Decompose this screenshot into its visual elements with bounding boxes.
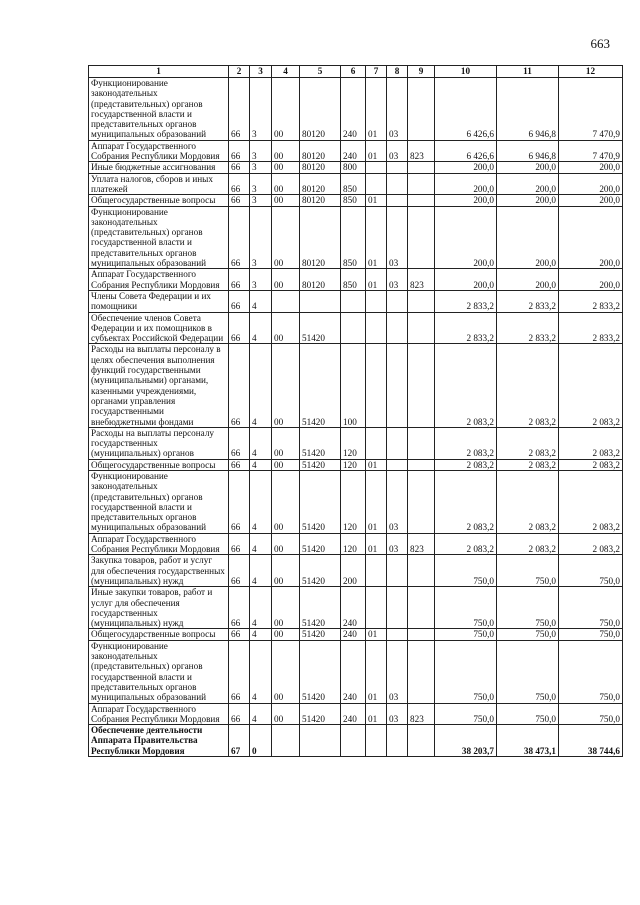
row-name-cell: Иные закупки товаров, работ и услуг для обеспечения государственных (муниципальных) нужд	[89, 587, 229, 629]
code-cell: 80120	[300, 173, 341, 195]
row-name-cell: Члены Совета Федерации и их помощники	[89, 290, 229, 312]
code-cell	[300, 290, 341, 312]
value-cell: 2 083,2	[497, 427, 559, 459]
code-cell: 80120	[300, 206, 341, 269]
value-cell: 750,0	[435, 587, 497, 629]
table-row	[89, 312, 623, 344]
value-cell: 7 470,9	[559, 78, 623, 141]
code-cell: 80120	[300, 162, 341, 173]
column-header: 4	[272, 66, 300, 78]
row-name-cell: Закупка товаров, работ и услуг для обеспечения государственных (муниципальных) нужд	[89, 555, 229, 587]
code-cell: 00	[272, 140, 300, 162]
code-cell: 850	[341, 195, 366, 206]
column-header: 12	[559, 66, 623, 78]
table-row	[89, 533, 623, 555]
code-cell: 03	[387, 206, 408, 269]
code-cell: 01	[366, 206, 387, 269]
code-cell: 0	[250, 725, 272, 757]
code-cell: 850	[341, 173, 366, 195]
value-cell: 750,0	[559, 703, 623, 725]
code-cell: 00	[272, 703, 300, 725]
code-cell: 200	[341, 555, 366, 587]
value-cell: 750,0	[435, 703, 497, 725]
code-cell: 4	[250, 555, 272, 587]
column-header: 1	[89, 66, 229, 78]
row-name-cell: Функционирование законодательных (представительных) органов государственной власти и представительных органов муниципальных образований	[89, 78, 229, 141]
value-cell: 38 473,1	[497, 725, 559, 757]
code-cell: 66	[229, 470, 250, 533]
code-cell	[366, 725, 387, 757]
value-cell: 2 833,2	[435, 312, 497, 344]
value-cell: 6 946,8	[497, 78, 559, 141]
code-cell: 00	[272, 470, 300, 533]
value-cell: 200,0	[559, 173, 623, 195]
code-cell: 00	[272, 312, 300, 344]
value-cell: 6 946,8	[497, 140, 559, 162]
code-cell	[387, 555, 408, 587]
code-cell: 4	[250, 587, 272, 629]
table-row	[89, 640, 623, 703]
value-cell: 750,0	[435, 555, 497, 587]
value-cell: 2 833,2	[559, 290, 623, 312]
code-cell: 00	[272, 173, 300, 195]
code-cell: 240	[341, 587, 366, 629]
code-cell: 51420	[300, 587, 341, 629]
row-name-cell: Общегосударственные вопросы	[89, 629, 229, 640]
code-cell	[387, 162, 408, 173]
code-cell: 850	[341, 206, 366, 269]
column-header: 9	[408, 66, 435, 78]
code-cell	[408, 173, 435, 195]
column-header: 10	[435, 66, 497, 78]
code-cell	[408, 312, 435, 344]
value-cell: 2 083,2	[559, 427, 623, 459]
value-cell: 200,0	[497, 173, 559, 195]
column-header: 11	[497, 66, 559, 78]
value-cell: 2 083,2	[559, 470, 623, 533]
code-cell: 01	[366, 140, 387, 162]
value-cell: 750,0	[497, 555, 559, 587]
code-cell: 4	[250, 470, 272, 533]
code-cell: 00	[272, 533, 300, 555]
value-cell: 200,0	[497, 269, 559, 291]
code-cell	[366, 344, 387, 427]
code-cell: 4	[250, 290, 272, 312]
value-cell: 6 426,6	[435, 140, 497, 162]
code-cell	[408, 427, 435, 459]
code-cell: 240	[341, 78, 366, 141]
table-row	[89, 470, 623, 533]
value-cell: 750,0	[435, 640, 497, 703]
code-cell: 240	[341, 140, 366, 162]
code-cell: 3	[250, 269, 272, 291]
code-cell: 00	[272, 344, 300, 427]
table-row	[89, 587, 623, 629]
row-name-cell: Аппарат Государственного Собрания Республики Мордовия	[89, 269, 229, 291]
code-cell: 80120	[300, 195, 341, 206]
table-row	[89, 206, 623, 269]
value-cell: 2 083,2	[435, 470, 497, 533]
code-cell: 00	[272, 195, 300, 206]
value-cell: 6 426,6	[435, 78, 497, 141]
value-cell: 750,0	[559, 555, 623, 587]
value-cell: 750,0	[497, 703, 559, 725]
value-cell: 750,0	[435, 629, 497, 640]
code-cell: 100	[341, 344, 366, 427]
code-cell	[366, 162, 387, 173]
value-cell: 200,0	[435, 269, 497, 291]
code-cell: 00	[272, 206, 300, 269]
table-row	[89, 459, 623, 470]
code-cell	[387, 629, 408, 640]
code-cell	[408, 78, 435, 141]
value-cell: 200,0	[559, 162, 623, 173]
code-cell: 4	[250, 533, 272, 555]
code-cell: 00	[272, 427, 300, 459]
code-cell: 03	[387, 703, 408, 725]
code-cell: 66	[229, 78, 250, 141]
table-row	[89, 78, 623, 141]
budget-table	[88, 65, 623, 757]
code-cell: 823	[408, 269, 435, 291]
value-cell: 200,0	[497, 162, 559, 173]
code-cell: 240	[341, 640, 366, 703]
row-name-cell: Общегосударственные вопросы	[89, 459, 229, 470]
column-header: 5	[300, 66, 341, 78]
table-row	[89, 195, 623, 206]
code-cell: 4	[250, 459, 272, 470]
code-cell: 01	[366, 640, 387, 703]
code-cell	[366, 312, 387, 344]
column-header: 8	[387, 66, 408, 78]
page-number: 663	[590, 36, 610, 51]
code-cell	[366, 587, 387, 629]
code-cell: 823	[408, 703, 435, 725]
value-cell: 750,0	[497, 587, 559, 629]
code-cell: 3	[250, 173, 272, 195]
code-cell	[300, 725, 341, 757]
code-cell: 240	[341, 703, 366, 725]
table-row	[89, 269, 623, 291]
code-cell: 3	[250, 206, 272, 269]
table-row	[89, 703, 623, 725]
value-cell: 2 083,2	[497, 459, 559, 470]
code-cell	[366, 427, 387, 459]
code-cell: 01	[366, 470, 387, 533]
code-cell: 01	[366, 533, 387, 555]
code-cell: 03	[387, 269, 408, 291]
code-cell: 823	[408, 533, 435, 555]
code-cell	[408, 587, 435, 629]
code-cell: 3	[250, 140, 272, 162]
row-name-cell: Функционирование законодательных (представительных) органов государственной власти и представительных органов муниципальных образований	[89, 470, 229, 533]
code-cell: 00	[272, 269, 300, 291]
code-cell: 51420	[300, 629, 341, 640]
code-cell: 80120	[300, 78, 341, 141]
value-cell: 200,0	[435, 173, 497, 195]
column-header: 2	[229, 66, 250, 78]
code-cell: 66	[229, 162, 250, 173]
code-cell	[366, 555, 387, 587]
row-name-cell: Функционирование законодательных (представительных) органов государственной власти и представительных органов муниципальных образований	[89, 640, 229, 703]
code-cell: 00	[272, 78, 300, 141]
column-header: 3	[250, 66, 272, 78]
code-cell	[387, 725, 408, 757]
code-cell	[387, 587, 408, 629]
code-cell: 4	[250, 344, 272, 427]
column-header: 6	[341, 66, 366, 78]
code-cell	[366, 173, 387, 195]
code-cell: 00	[272, 640, 300, 703]
value-cell: 200,0	[497, 195, 559, 206]
code-cell: 51420	[300, 555, 341, 587]
code-cell: 51420	[300, 344, 341, 427]
value-cell: 2 083,2	[497, 533, 559, 555]
code-cell: 80120	[300, 140, 341, 162]
value-cell: 2 083,2	[559, 459, 623, 470]
code-cell: 66	[229, 195, 250, 206]
row-name-cell: Обеспечение членов Совета Федерации и их помощников в субъектах Российской Федерации	[89, 312, 229, 344]
value-cell: 2 083,2	[497, 470, 559, 533]
value-cell: 2 083,2	[435, 459, 497, 470]
value-cell: 200,0	[559, 195, 623, 206]
code-cell	[387, 195, 408, 206]
code-cell: 80120	[300, 269, 341, 291]
code-cell: 66	[229, 533, 250, 555]
code-cell: 120	[341, 470, 366, 533]
value-cell: 2 083,2	[435, 427, 497, 459]
code-cell: 51420	[300, 533, 341, 555]
value-cell: 200,0	[559, 269, 623, 291]
value-cell: 200,0	[435, 162, 497, 173]
row-name-cell: Иные бюджетные ассигнования	[89, 162, 229, 173]
code-cell: 66	[229, 269, 250, 291]
code-cell: 66	[229, 587, 250, 629]
code-cell: 00	[272, 459, 300, 470]
code-cell: 66	[229, 140, 250, 162]
code-cell: 66	[229, 629, 250, 640]
code-cell	[341, 290, 366, 312]
value-cell: 200,0	[559, 206, 623, 269]
code-cell: 823	[408, 140, 435, 162]
code-cell: 03	[387, 140, 408, 162]
code-cell	[408, 195, 435, 206]
code-cell: 51420	[300, 459, 341, 470]
value-cell: 2 833,2	[497, 290, 559, 312]
code-cell	[408, 206, 435, 269]
table-header-row	[89, 66, 623, 78]
code-cell: 850	[341, 269, 366, 291]
value-cell: 750,0	[559, 587, 623, 629]
code-cell: 66	[229, 640, 250, 703]
row-name-cell: Уплата налогов, сборов и иных платежей	[89, 173, 229, 195]
code-cell: 240	[341, 629, 366, 640]
code-cell: 01	[366, 629, 387, 640]
table-row	[89, 725, 623, 757]
table-row	[89, 290, 623, 312]
code-cell: 66	[229, 173, 250, 195]
code-cell	[408, 640, 435, 703]
column-header: 7	[366, 66, 387, 78]
code-cell	[408, 555, 435, 587]
code-cell: 120	[341, 427, 366, 459]
code-cell: 00	[272, 555, 300, 587]
code-cell: 51420	[300, 703, 341, 725]
code-cell: 4	[250, 640, 272, 703]
code-cell	[408, 725, 435, 757]
code-cell: 51420	[300, 640, 341, 703]
code-cell: 51420	[300, 427, 341, 459]
code-cell: 03	[387, 78, 408, 141]
code-cell: 3	[250, 195, 272, 206]
code-cell: 51420	[300, 312, 341, 344]
code-cell	[272, 725, 300, 757]
code-cell	[387, 312, 408, 344]
code-cell: 00	[272, 629, 300, 640]
code-cell: 3	[250, 162, 272, 173]
code-cell	[387, 290, 408, 312]
code-cell	[387, 173, 408, 195]
code-cell: 51420	[300, 470, 341, 533]
value-cell: 2 083,2	[435, 533, 497, 555]
value-cell: 750,0	[497, 640, 559, 703]
code-cell: 120	[341, 533, 366, 555]
value-cell: 2 083,2	[435, 344, 497, 427]
code-cell	[341, 725, 366, 757]
table-row	[89, 140, 623, 162]
code-cell: 00	[272, 162, 300, 173]
row-name-cell: Расходы на выплаты персоналу государственных (муниципальных) органов	[89, 427, 229, 459]
value-cell: 750,0	[497, 629, 559, 640]
code-cell: 66	[229, 344, 250, 427]
row-name-cell: Обеспечение деятельности Аппарата Правительства Республики Мордовия	[89, 725, 229, 757]
code-cell: 01	[366, 195, 387, 206]
value-cell: 2 083,2	[559, 344, 623, 427]
code-cell	[341, 312, 366, 344]
code-cell: 01	[366, 269, 387, 291]
value-cell: 750,0	[559, 629, 623, 640]
code-cell	[408, 629, 435, 640]
row-name-cell: Расходы на выплаты персоналу в целях обеспечения выполнения функций государственными (муниципальными) органами, казенными учреждениями, органами управления государственными внебюджетными фондами	[89, 344, 229, 427]
code-cell	[408, 344, 435, 427]
row-name-cell: Аппарат Государственного Собрания Республики Мордовия	[89, 703, 229, 725]
code-cell: 4	[250, 703, 272, 725]
row-name-cell: Аппарат Государственного Собрания Республики Мордовия	[89, 533, 229, 555]
code-cell: 800	[341, 162, 366, 173]
code-cell	[408, 290, 435, 312]
value-cell: 7 470,9	[559, 140, 623, 162]
code-cell	[408, 459, 435, 470]
value-cell: 38 744,6	[559, 725, 623, 757]
code-cell	[408, 470, 435, 533]
value-cell: 200,0	[497, 206, 559, 269]
code-cell: 01	[366, 459, 387, 470]
code-cell: 66	[229, 290, 250, 312]
table-row	[89, 629, 623, 640]
value-cell: 200,0	[435, 206, 497, 269]
code-cell: 66	[229, 206, 250, 269]
code-cell: 01	[366, 703, 387, 725]
value-cell: 2 083,2	[559, 533, 623, 555]
code-cell	[272, 290, 300, 312]
code-cell: 4	[250, 312, 272, 344]
code-cell: 66	[229, 312, 250, 344]
value-cell: 200,0	[435, 195, 497, 206]
row-name-cell: Аппарат Государственного Собрания Республики Мордовия	[89, 140, 229, 162]
code-cell: 01	[366, 78, 387, 141]
table-row	[89, 162, 623, 173]
value-cell: 2 833,2	[559, 312, 623, 344]
code-cell: 4	[250, 427, 272, 459]
row-name-cell: Функционирование законодательных (представительных) органов государственной власти и представительных органов муниципальных образований	[89, 206, 229, 269]
code-cell: 66	[229, 555, 250, 587]
value-cell: 2 083,2	[497, 344, 559, 427]
code-cell: 120	[341, 459, 366, 470]
code-cell: 03	[387, 470, 408, 533]
value-cell: 38 203,7	[435, 725, 497, 757]
code-cell: 03	[387, 533, 408, 555]
code-cell: 66	[229, 459, 250, 470]
code-cell	[387, 427, 408, 459]
code-cell: 03	[387, 640, 408, 703]
table-row	[89, 555, 623, 587]
row-name-cell: Общегосударственные вопросы	[89, 195, 229, 206]
code-cell: 3	[250, 78, 272, 141]
code-cell: 00	[272, 587, 300, 629]
code-cell: 4	[250, 629, 272, 640]
code-cell: 66	[229, 703, 250, 725]
table-row	[89, 173, 623, 195]
value-cell: 750,0	[559, 640, 623, 703]
code-cell	[366, 290, 387, 312]
value-cell: 2 833,2	[497, 312, 559, 344]
value-cell: 2 833,2	[435, 290, 497, 312]
code-cell: 66	[229, 427, 250, 459]
code-cell	[387, 459, 408, 470]
table-row	[89, 344, 623, 427]
code-cell: 67	[229, 725, 250, 757]
table-row	[89, 427, 623, 459]
code-cell	[387, 344, 408, 427]
code-cell	[408, 162, 435, 173]
